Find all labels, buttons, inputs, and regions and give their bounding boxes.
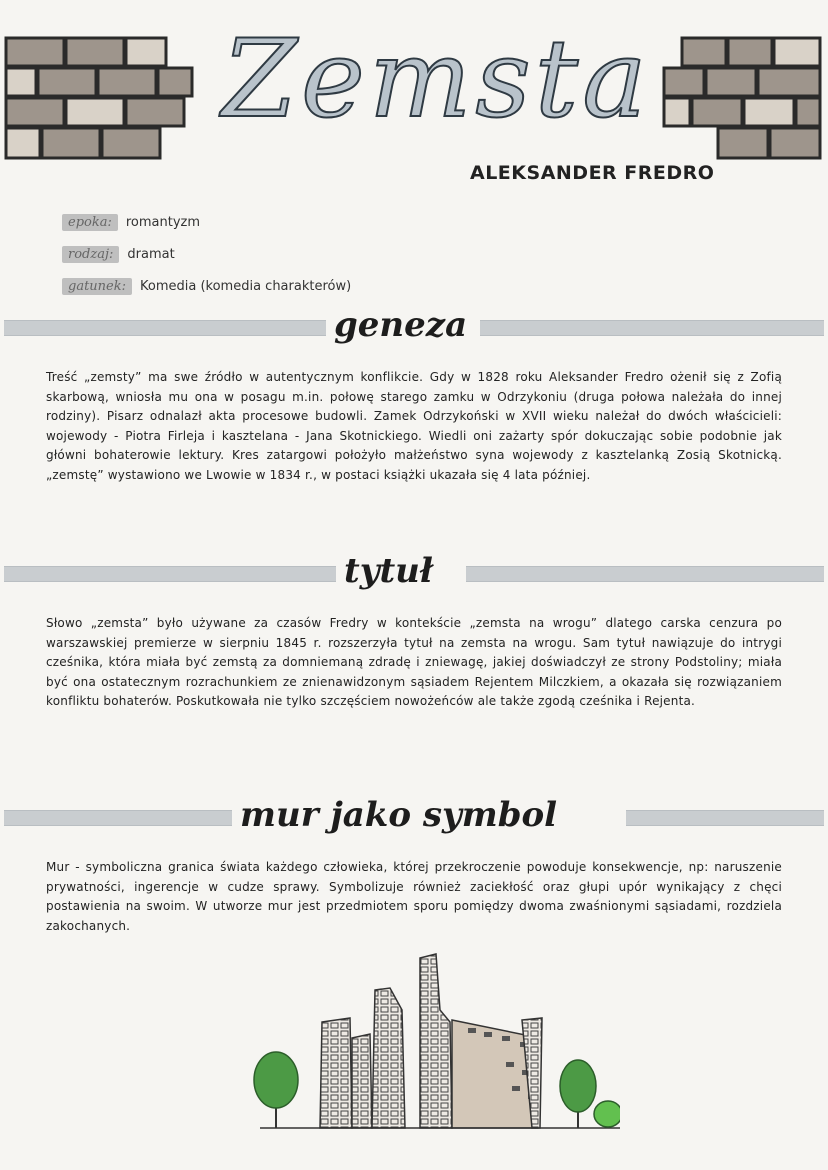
- info-label: epoka:: [62, 214, 118, 231]
- header-bar: [480, 320, 824, 336]
- info-row-rodzaj: [62, 238, 351, 270]
- brick-wall-right-illustration: [662, 36, 822, 164]
- info-value: dramat: [127, 246, 175, 262]
- info-row-epoka: [62, 206, 351, 238]
- info-list: [62, 206, 351, 302]
- section-text-geneza: Treść „zemsty” ma swe źródło w autentycznym konflikcie. Gdy w 1828 roku Aleksander Fredro ożenił się z Zofią skarbową, wniosła mu ona w posagu m.in. połowę starego zamku w Odrzykoniu (druga połowa należała do innej rodziny). Pisarz odnalazł akta procesowe budowli. Zamek Odrzykoński w XVII wieku należał do dwóch właścicieli: wojewody - Piotra Firleja i kasztelana - Jana Skotnickiego. Wiedli oni zażarty spór dokuczając sobie podobnie jak główni bohaterowie lektury. Kres zatargowi położyło małżeństwo syna wojewody z kasztelanką Zosią Skotnicką. „zemstę” wystawiono we Lwowie w 1834 r., w postaci książki ukazała się 4 lata później.: [46, 370, 782, 482]
- section-header-mur: [0, 792, 828, 842]
- section-title: geneza: [334, 305, 468, 345]
- info-label: rodzaj:: [62, 246, 119, 263]
- castle-ruins-illustration: [240, 950, 620, 1140]
- section-title: mur jako symbol: [240, 795, 558, 835]
- brick-wall-left-illustration: [4, 36, 194, 164]
- header-bar: [4, 810, 232, 826]
- section-title: tytuł: [344, 551, 433, 591]
- page-title: Zemsta: [222, 17, 651, 142]
- author-name: ALEKSANDER FREDRO: [470, 162, 715, 184]
- info-value: Komedia (komedia charakterów): [140, 278, 352, 294]
- info-row-gatunek: [62, 270, 351, 302]
- header-bar: [466, 566, 824, 582]
- header-bar: [626, 810, 824, 826]
- section-text-mur: Mur - symboliczna granica świata każdego człowieka, której przekroczenie powoduje konsekwencje, np: naruszenie prywatności, ingerencje w cudze sprawy. Symbolizuje również zaciekłość oraz głupi upór wynikający z chęci postawienia na swoim. W utworze mur jest przedmiotem sporu pomiędzy dwoma zwaśnionymi sąsiadami, rozdziela zakochanych.: [46, 860, 782, 933]
- tree-left: [254, 1052, 298, 1128]
- section-header-geneza: [0, 302, 828, 352]
- info-label: gatunek:: [62, 278, 132, 295]
- tree-right: [560, 1060, 596, 1128]
- section-text-tytul: Słowo „zemsta” było używane za czasów Fredry w kontekście „zemsta na wrogu” dlatego carska cenzura po warszawskiej premierze w sierpniu 1845 r. rozszerzyła tytuł na zemsta na wrogu. Sam tytuł nawiązuje do intrygi cześnika, która miała być zemstą za domniemaną zdradę i zniewagę, jakiej doświadczył ze strony Podstoliny; miała być ona ostatecznym rozrachunkiem ze znienawidzonym sąsiadem Rejentem Milczkiem, a okazała się rozwiązaniem konfliktu bohaterów. Poskutkowała nie tylko szczęściem nowożeńców ale także zgodą cześnika i Rejenta.: [46, 616, 782, 708]
- info-value: romantyzm: [125, 214, 201, 230]
- section-header-tytul: [0, 548, 828, 598]
- header-bar: [4, 320, 326, 336]
- header-bar: [4, 566, 336, 582]
